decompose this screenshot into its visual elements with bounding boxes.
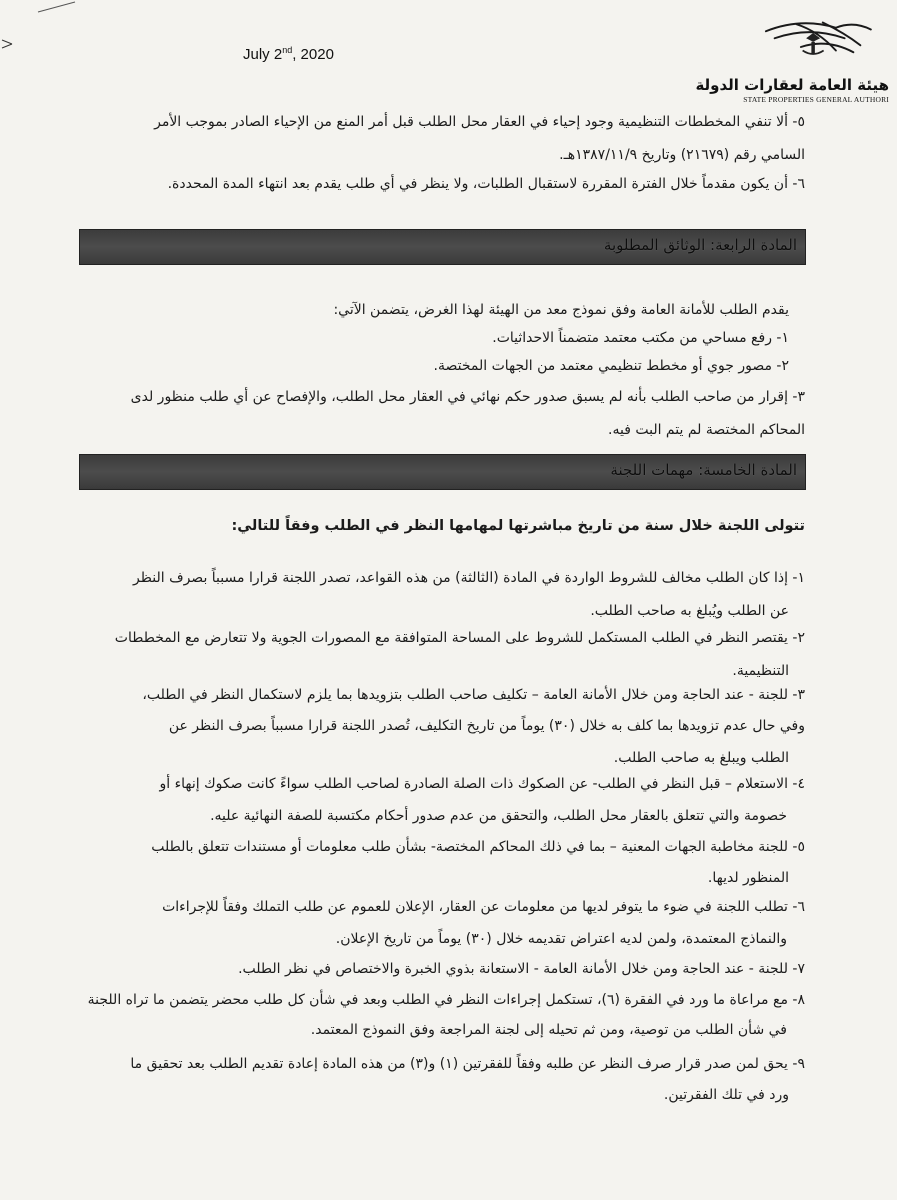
section-header-article5: [79, 454, 806, 490]
list-item: ٣- إقرار من صاحب الطلب بأنه لم يسبق صدور حكم نهائي في العقار محل الطلب، والإفصاح عن أي طلب منظور لدى: [130, 389, 805, 405]
section-intro: تتولى اللجنة خلال سنة من تاريخ مباشرتها لمهامها النظر في الطلب وفقاً للتالي:: [231, 518, 805, 534]
authority-logo-icon: [739, 12, 889, 82]
list-item: الطلب ويبلغ به صاحب الطلب.: [613, 750, 789, 766]
list-item: ورد في تلك الفقرتين.: [663, 1087, 789, 1103]
list-item: وفي حال عدم تزويدها بما كلف به خلال (٣٠) يوماً من تاريخ التكليف، تُصدر اللجنة قرارا مسبباً بصرف النظر عن: [168, 718, 805, 734]
list-item: ٥- ألا تنفي المخططات التنظيمية وجود إحياء في العقار محل الطلب قبل أمر المنع من الإحياء الصادر بموجب الأمر: [154, 114, 805, 130]
list-item: ٦- أن يكون مقدماً خلال الفترة المقررة لاستقبال الطلبات، ولا ينظر في أي طلب يقدم بعد انتهاء المدة المحددة.: [167, 176, 805, 192]
list-item: ٥- للجنة مخاطبة الجهات المعنية – بما في ذلك المحاكم المختصة- بشأن طلب معلومات أو مستندات تتعلق بالطلب: [151, 839, 805, 855]
document-date: July 2nd, 2020: [243, 45, 334, 63]
list-item: في شأن الطلب من توصية، ومن ثم تحيله إلى لجنة المراجعة وفق النموذج المعتمد.: [310, 1022, 787, 1038]
list-item: ٣- للجنة - عند الحاجة ومن خلال الأمانة العامة – تكليف صاحب الطلب بتزويدها بما يلزم لاستكمال النظر في الطلب،: [142, 687, 805, 703]
corner-pen-mark: [0, 0, 80, 50]
logo-english-name: STATE PROPERTIES GENERAL AUTHORI: [743, 95, 889, 104]
section-title: المادة الخامسة: مهمات اللجنة: [610, 461, 797, 479]
list-item: خصومة والتي تتعلق بالعقار محل الطلب، والتحقق من عدم صدور أحكام مكتسبة للصفة النهائية عليه.: [210, 808, 787, 824]
list-item: ٤- الاستعلام – قبل النظر في الطلب- عن الصكوك ذات الصلة الصادرة لصاحب الطلب سواءً كانت صكوك إنهاء أو: [159, 776, 805, 792]
list-item: التنظيمية.: [732, 663, 789, 679]
list-item: المنظور لديها.: [707, 870, 789, 886]
list-item: ٧- للجنة - عند الحاجة ومن خلال الأمانة العامة - الاستعانة بذوي الخبرة والاختصاص في نظر الطلب.: [238, 961, 805, 977]
section-title: المادة الرابعة: الوثائق المطلوبة: [603, 236, 797, 254]
list-item: والنماذج المعتمدة، ولمن لديه اعتراض تقديمه خلال (٣٠) يوماً من تاريخ الإعلان.: [335, 931, 787, 947]
logo-arabic-name: هيئة العامة لعقارات الدولة: [695, 76, 889, 94]
list-item: ١- إذا كان الطلب مخالف للشروط الواردة في المادة (الثالثة) من هذه القواعد، تصدر اللجنة قرارا مسبباً بصرف النظر: [133, 570, 805, 586]
list-item: المحاكم المختصة لم يتم البت فيه.: [608, 422, 805, 438]
section-header-article4: [79, 229, 806, 265]
list-item: ١- رفع مساحي من مكتب معتمد متضمناً الاحداثيات.: [492, 330, 789, 346]
list-item: ٦- تطلب اللجنة في ضوء ما يتوفر لديها من معلومات عن العقار، الإعلان للعموم عن طلب التملك وفقاً للإجراءات: [162, 899, 805, 915]
list-item: ٨- مع مراعاة ما ورد في الفقرة (٦)، تستكمل إجراءات النظر في الطلب وبعد في شأن كل طلب محضر يتضمن ما تراه اللجنة: [87, 992, 805, 1008]
list-item: ٢- مصور جوي أو مخطط تنظيمي معتمد من الجهات المختصة.: [433, 358, 789, 374]
list-item: ٢- يقتصر النظر في الطلب المستكمل للشروط على المساحة المتوافقة مع المصورات الجوية ولا تتعارض مع المخططات: [114, 630, 805, 646]
section-intro: يقدم الطلب للأمانة العامة وفق نموذج معد من الهيئة لهذا الغرض، يتضمن الآتي:: [333, 302, 789, 318]
list-item: ٩- يحق لمن صدر قرار صرف النظر عن طلبه وفقاً للفقرتين (١) و(٣) من هذه المادة إعادة تقديم الطلب بعد تحقيق ما: [130, 1056, 805, 1072]
list-item: السامي رقم (٢١٦٧٩) وتاريخ ١٣٨٧/١١/٩هـ.: [559, 147, 805, 163]
list-item: عن الطلب ويُبلغ به صاحب الطلب.: [590, 603, 789, 619]
